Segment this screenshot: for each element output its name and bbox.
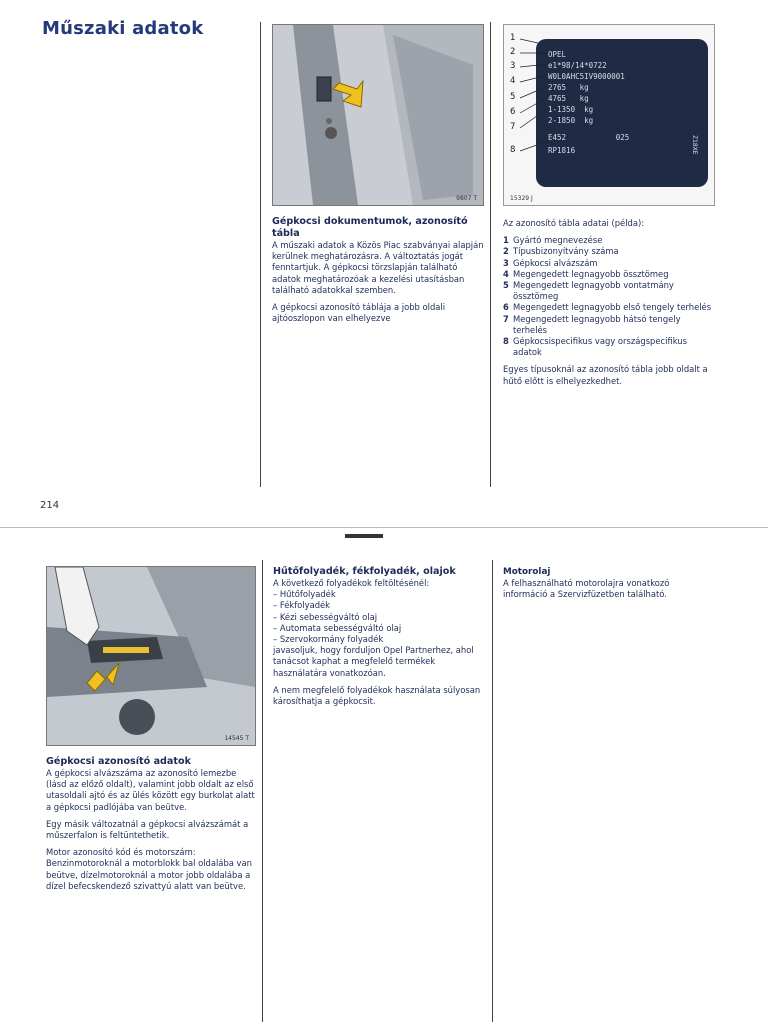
- item-text: Megengedett legnagyobb hátsó tengely terhelés: [513, 313, 681, 335]
- plate-line: 1-1350 kg: [548, 105, 594, 114]
- item-number: 6: [503, 302, 509, 313]
- section-heading: Hűtőfolyadék, fékfolyadék, olajok: [273, 566, 456, 577]
- item-number: 5: [503, 280, 509, 291]
- id-plate-figure: [503, 24, 715, 206]
- plate-number: 5: [510, 92, 516, 102]
- section-engine-oil: [503, 566, 715, 606]
- plate-line: 2-1850 kg: [548, 116, 594, 125]
- list-item: [503, 280, 715, 302]
- paragraph: A gépkocsi azonosító táblája a jobb oldali ajtóoszlopon van elhelyezve: [272, 302, 446, 324]
- item-text: Megengedett legnagyobb első tengely terhelés: [513, 302, 712, 313]
- list-item: [503, 246, 715, 257]
- photo-code: 14545 T: [224, 735, 249, 742]
- item-number: 3: [503, 257, 509, 268]
- list-item: – Hűtőfolyadék: [273, 589, 485, 600]
- item-number: 8: [503, 336, 509, 347]
- plate-line: 2765 kg: [548, 83, 589, 92]
- intro-text: Az azonosító tábla adatai (példa):: [503, 218, 645, 228]
- section-vehicle-id: [46, 756, 256, 898]
- figure-code: 15329 J: [510, 195, 533, 202]
- section-heading: Gépkocsi azonosító adatok: [46, 756, 191, 767]
- page-separator: [0, 527, 768, 528]
- item-text: Típusbizonyítvány száma: [513, 246, 619, 257]
- plate-line: E452 025: [548, 133, 630, 142]
- plate-number: 1: [510, 33, 516, 43]
- paragraph: A műszaki adatok a Közös Piac szabványai alapján kerülnek meghatározásra. A változtatás jogát fenntartjuk. A gépkocsi törzslapján található adatok meghatározóak a kezelési utasításban található adatokkal szemben.: [272, 240, 484, 295]
- plate-line: RP1816: [548, 146, 576, 155]
- item-text: Gyártó megnevezése: [513, 235, 603, 246]
- item-number: 7: [503, 313, 509, 324]
- item-text: Megengedett legnagyobb vontatmány össztömeg: [513, 280, 674, 302]
- leader-lines: [504, 25, 714, 205]
- floor-vin-photo: [46, 566, 256, 746]
- section-fluids: [273, 566, 485, 713]
- item-text: Gépkocsispecifikus vagy országspecifikus adatok: [513, 336, 687, 358]
- section-documents: [272, 216, 484, 330]
- item-number: 2: [503, 246, 509, 257]
- item-number: 4: [503, 268, 509, 279]
- fluid-list: [273, 589, 485, 645]
- list-item: [503, 336, 715, 358]
- floor-vin-illustration: [47, 567, 255, 745]
- door-pillar-illustration: [273, 25, 483, 205]
- outro-text: Egyes típusoknál az azonosító tábla jobb oldalt a hűtő előtt is elhelyezkedhet.: [503, 364, 708, 386]
- paragraph: A felhasználható motorolajra vonatkozó információ a Szervizfüzetben található.: [503, 578, 670, 600]
- column-divider: [260, 22, 261, 487]
- paragraph: javasoljuk, hogy forduljon Opel Partnerhez, ahol tanácsot kaphat a megfelelő termékek használatára vonatkozóan.: [273, 645, 474, 678]
- door-pillar-photo: [272, 24, 484, 206]
- item-text: Gépkocsi alvázszám: [513, 257, 598, 268]
- plate-line: OPEL: [548, 50, 567, 59]
- plate-side-text: Z18XE: [691, 135, 699, 155]
- plate-line: 4765 kg: [548, 94, 589, 103]
- column-divider: [492, 560, 493, 1022]
- plate-line: e1*98/14*0722: [548, 61, 607, 70]
- page-title: Műszaki adatok: [42, 18, 204, 39]
- plate-number: 6: [510, 107, 516, 117]
- photo-code: 9807 T: [456, 195, 477, 202]
- section-plate-data: [503, 218, 715, 393]
- section-heading: Gépkocsi dokumentumok, azonosító tábla: [272, 216, 468, 239]
- plate-number: 2: [510, 47, 516, 57]
- list-item: – Kézi sebességváltó olaj: [273, 612, 485, 623]
- paragraph: A nem megfelelő folyadékok használata súlyosan károsíthatja a gépkocsit.: [273, 684, 481, 707]
- column-divider: [490, 22, 491, 487]
- page-number: 214: [40, 500, 60, 511]
- paragraph: Motor azonosító kód és motorszám: Benzinmotoroknál a motorblokk bal oldalába van beütve, dízelmotoroknál a motor jobb oldalába a dízel befecskendező szivattyú alatt van beütve.: [46, 847, 252, 891]
- list-item: [503, 235, 715, 246]
- list-item: – Automata sebességváltó olaj: [273, 623, 485, 634]
- list-item: – Szervokormány folyadék: [273, 634, 485, 645]
- list-item: [503, 258, 715, 269]
- item-number: 1: [503, 235, 509, 246]
- plate-number: 3: [510, 61, 516, 71]
- item-text: Megengedett legnagyobb össztömeg: [513, 268, 669, 279]
- intro-text: A következő folyadékok feltöltésénél:: [273, 578, 430, 588]
- plate-number: 7: [510, 122, 516, 132]
- column-divider: [262, 560, 263, 1022]
- binding-mark: [345, 534, 383, 538]
- list-item: [503, 302, 715, 313]
- plate-number: 4: [510, 76, 516, 86]
- plate-line: W0L0AHC5IV9000001: [548, 72, 625, 81]
- plate-number: 8: [510, 145, 516, 155]
- paragraph: A gépkocsi alvázszáma az azonosító lemezbe (lásd az előző oldalt), valamint jobb oldalt az első utasoldali ajtó és az ülés között egy burkolat alatt a gépkocsi padlójába van beütve.: [46, 768, 255, 812]
- paragraph: Egy másik változatnál a gépkocsi alvázszámát a műszerfalon is feltüntethetik.: [46, 818, 249, 841]
- list-item: [503, 269, 715, 280]
- list-item: – Fékfolyadék: [273, 600, 485, 611]
- plate-data-list: [503, 235, 715, 358]
- section-heading: Motorolaj: [503, 567, 551, 577]
- list-item: [503, 314, 715, 336]
